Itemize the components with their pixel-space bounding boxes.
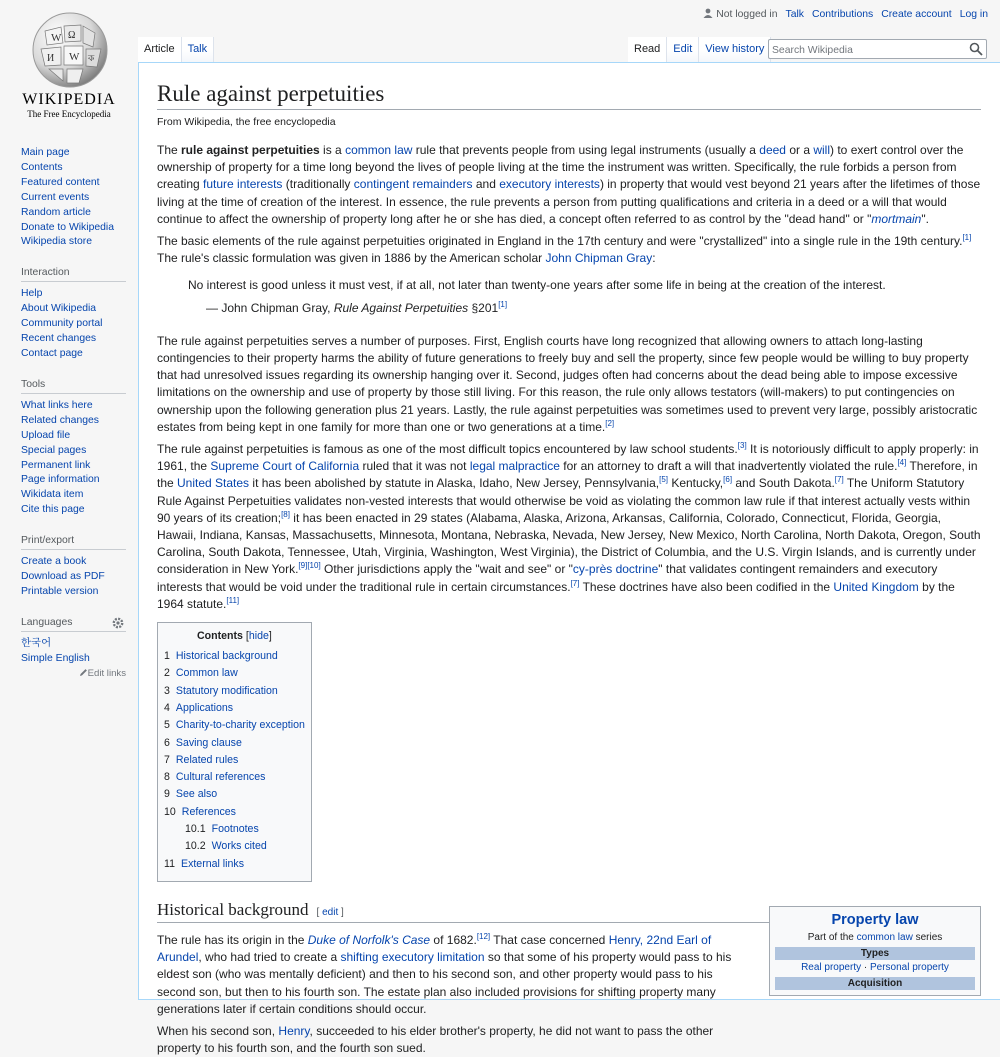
infobox-real-property-link[interactable]: Real property (801, 962, 862, 973)
sidebar-item-recent-changes[interactable]: Recent changes (21, 333, 97, 345)
sidebar-item-permanent-link[interactable]: Permanent link (21, 459, 91, 471)
quote-work: Rule Against Perpetuities (333, 300, 469, 315)
link-contingent-remainders[interactable]: contingent remainders (353, 177, 473, 192)
ref-6[interactable]: [6] (723, 475, 733, 485)
not-logged-in (703, 8, 777, 20)
sidebar-item-about[interactable]: About Wikipedia (21, 303, 97, 315)
sidebar-item-page-information[interactable]: Page information (21, 474, 100, 486)
sidebar-item-create-book[interactable]: Create a book (21, 556, 87, 568)
sidebar-item-download-pdf[interactable]: Download as PDF (21, 571, 105, 583)
tools-portal (21, 379, 126, 518)
tab-read[interactable]: Read (628, 37, 667, 62)
page-title: Rule against perpetuities (157, 79, 981, 110)
gray-quote (188, 277, 981, 316)
ref-3[interactable]: [3] (737, 441, 747, 451)
tab-talk[interactable]: Talk (182, 37, 215, 62)
edit-links-label: Edit links (87, 667, 126, 679)
search-icon[interactable] (969, 42, 983, 56)
toc-item[interactable]: 1 Historical background (164, 650, 278, 663)
sidebar-item-special-pages[interactable]: Special pages (21, 444, 87, 456)
lead-paragraph-3-text: The rule against perpetuities serves a number of purposes. First, English courts have long recognized that allowing owners to attach long-lasting contingencies to their property harms the ability of future generations to freely buy and sell the property, since few people would be willing to buy property that had unresolved issues regarding its ownership hanging over it. Second, judges often had concerns about the dead being able to impose excessive limitations on the ownership and use of property by those still living. For this reason, the rule only allows testators (will-makers) to put contingencies on ownership upon the following generation plus 21 years. Lastly, the rule against perpetuities was sometimes used to prevent very large, possibly aristocratic estates from being kept in one family for more than one or two generations at a time. (157, 333, 978, 434)
link-supreme-court-of-california[interactable]: Supreme Court of California (210, 459, 360, 474)
toc-item[interactable]: 5 Charity-to-charity exception (164, 719, 305, 732)
section-edit: [ edit ] (316, 906, 344, 918)
lead-paragraph-4: The rule against perpetuities is famous as one of the most difficult topics encountered by law school students.[3] It is notoriously difficult to apply properly: in 1961, the Supreme Court of California ruled that it was not legal malpractice for an attorney to draft a will that inadvertently violated the rule.[4] Therefore, in the United States it has been abolished by statute in Alaska, Idaho, New Jersey, Pennsylvania,[5] Kentucky,[6] and South Dakota.[7] The Uniform Statutory Rule Against Perpetuities validates non-vested interests that would otherwise be void as violating the common law rule if that interest actually vests within 90 years of its creation;[8] it has been enacted in 29 states (Alabama, Alaska, Arizona, Arkansas, California, Colorado, Connecticut, Florida, Georgia, Hawaii, Indiana, Kansas, Massachusetts, Minnesota, Montana, Nebraska, Nevada, New Jersey, New Mexico, North Carolina, North Dakota, Oregon, South Carolina, South Dakota, Tennessee, Utah, Virginia, Washington, West Virginia), the District of Columbia, and the U.S. Virgin Islands, and is currently under consideration in New York.[9][10] Other jurisdictions apply the "wait and see" or "cy-près doctrine" that validates contingent remainders and executory interests that would be void under the traditional rule in certain circumstances.[7] These doctrines have also been codified in the United Kingdom by the 1964 statute.[11] (157, 441, 981, 611)
toc-item[interactable]: 9 See also (164, 788, 218, 801)
namespace-tabs (138, 37, 214, 62)
infobox-types-row: Real property · Personal property (801, 962, 949, 973)
sidebar-item-upload-file[interactable]: Upload file (21, 429, 71, 441)
print-export-heading: Print/export (21, 535, 126, 550)
tools-heading: Tools (21, 379, 126, 394)
sidebar-item-featured-content[interactable]: Featured content (21, 176, 100, 188)
toc-item[interactable]: 4 Applications (164, 701, 234, 714)
history-paragraph-2: When his second son, Henry, succeeded to his elder brother's property, he did not want to pass the other property to his fourth son, and the fourth son sued. (157, 1023, 714, 1056)
interaction-portal (21, 267, 126, 362)
svg-text:Ω: Ω (68, 30, 76, 41)
infobox-subtitle: Part of the common law series (807, 932, 943, 943)
section-edit-link[interactable]: edit (322, 906, 339, 918)
language-korean[interactable]: 한국어 (21, 637, 52, 649)
toc-item[interactable]: 10.1 Footnotes (185, 823, 259, 836)
svg-text:W: W (51, 32, 62, 44)
ref-9-10[interactable]: [9][10] (298, 561, 321, 571)
link-deed[interactable]: deed (759, 143, 786, 157)
sidebar-item-related-changes[interactable]: Related changes (21, 414, 99, 426)
sidebar-item-wikidata-item[interactable]: Wikidata item (21, 489, 84, 501)
sidebar-item-cite-this-page[interactable]: Cite this page (21, 504, 85, 516)
link-united-states[interactable]: United States (177, 476, 250, 491)
languages-heading-label: Languages (21, 616, 73, 628)
ref-11[interactable]: [11] (226, 595, 240, 605)
link-cy-pres-doctrine[interactable]: cy-près doctrine (572, 562, 659, 577)
view-tabs (628, 37, 771, 62)
property-law-infobox (769, 906, 981, 996)
sidebar-item-random-article[interactable]: Random article (21, 206, 91, 218)
contributions-link[interactable]: Contributions (811, 8, 874, 20)
ref-1[interactable]: [1] (962, 233, 972, 243)
toc-item[interactable]: 2 Common law (164, 667, 238, 680)
section-title: Historical background (157, 899, 309, 919)
ref-12[interactable]: [12] (476, 931, 491, 941)
sidebar-item-printable-version[interactable]: Printable version (21, 585, 99, 597)
sidebar-item-main-page[interactable]: Main page (21, 147, 70, 158)
infobox-common-law-link[interactable]: common law (856, 932, 913, 943)
ref-7[interactable]: [7] (834, 475, 844, 485)
quote-ref[interactable]: [1] (498, 299, 508, 309)
ref-7b[interactable]: [7] (570, 578, 580, 588)
link-henry[interactable]: Henry (278, 1023, 310, 1038)
ref-5[interactable]: [5] (659, 475, 668, 485)
navigation-portal (21, 146, 126, 250)
not-logged-in-label: Not logged in (716, 9, 778, 20)
link-shifting-executory-limitation[interactable]: shifting executory limitation (340, 950, 485, 965)
toc-item[interactable]: 7 Related rules (164, 753, 239, 766)
toc-item[interactable]: 10 References (164, 805, 236, 818)
toc-item[interactable]: 6 Saving clause (164, 736, 242, 749)
svg-text:ক: ক (88, 53, 95, 63)
history-paragraph-1: The rule has its origin in the Duke of Norfolk's Case of 1682.[12] That case concerned Henry, 22nd Earl of Arundel, who had tried to create a shifting executory limitation so that some of his property would pass to his eldest son (who was mentally deficient) and then to his second son, and other property would pass to his second son, but then to his fourth son. The estate plan also included provisions for shifting property many generations later if certain conditions should occur. (157, 931, 732, 1016)
search-input[interactable] (769, 42, 959, 60)
toc-item[interactable]: 11 External links (164, 857, 244, 870)
quote-section: §201 (471, 300, 499, 315)
gear-icon[interactable] (112, 617, 124, 629)
link-mortmain[interactable]: mortmain (871, 211, 922, 226)
toc-hide-toggle: [hide] (245, 630, 272, 643)
create-account-link[interactable]: Create account (881, 8, 952, 20)
infobox-personal-property-link[interactable]: Personal property (870, 962, 949, 973)
sidebar (21, 146, 126, 697)
wikipedia-logo[interactable] (0, 0, 138, 130)
sidebar-item-store[interactable]: Wikipedia store (21, 236, 93, 248)
wikipedia-globe-icon (31, 11, 109, 89)
toc-item[interactable]: 10.2 Works cited (185, 840, 267, 853)
sidebar-item-contents[interactable]: Contents (21, 161, 63, 173)
quote-citation (206, 300, 981, 317)
link-duke-of-norfolks-case[interactable]: Duke of Norfolk's Case (307, 932, 431, 947)
lead-paragraph-3 (157, 333, 981, 436)
link-henry-22nd-earl-of-arundel[interactable]: Henry, 22nd Earl of Arundel (157, 932, 712, 965)
ref-2[interactable]: [2] (605, 418, 615, 428)
search-box (768, 39, 987, 59)
toc-title-label: Contents (197, 630, 243, 643)
link-future-interests[interactable]: future interests (203, 177, 283, 192)
ref-8[interactable]: [8] (281, 509, 290, 519)
sidebar-item-what-links-here[interactable]: What links here (21, 399, 93, 411)
tab-article[interactable]: Article (138, 37, 182, 62)
toc-item[interactable]: 3 Statutory modification (164, 684, 278, 697)
link-john-chipman-gray[interactable]: John Chipman Gray (545, 251, 653, 266)
interaction-heading: Interaction (21, 267, 126, 282)
sidebar-item-donate[interactable]: Donate to Wikipedia (21, 221, 114, 233)
quote-author: — John Chipman Gray, (206, 300, 331, 315)
wikipedia-wordmark: WIKIPEDIA (22, 91, 116, 108)
languages-portal (21, 617, 126, 680)
talk-link[interactable]: Talk (785, 8, 804, 20)
tab-edit[interactable]: Edit (667, 37, 699, 62)
wikipedia-tagline: The Free Encyclopedia (27, 109, 111, 119)
infobox-acquisition-header: Acquisition (775, 977, 975, 990)
lead-paragraph-1: The rule against perpetuities is a common law rule that prevents people from using legal instruments (usually a deed or a will) to exert control over the ownership of property for a time long beyond the lives of people living at the time the instrument was written. Specifically, the rule forbids a person from creating future interests (traditionally contingent remainders and executory interests) in property that would vest beyond 21 years after the lifetimes of those living at the time of creation of the interest. In essence, the rule prevents a person from putting qualifications and criteria in a deed or a will that would continue to affect the ownership of property long after he or she has died, a concept often referred to as control by the "dead hand" or "mortmain". (157, 143, 981, 226)
link-legal-malpractice[interactable]: legal malpractice (469, 459, 560, 474)
toc-title (164, 630, 305, 642)
log-in-link[interactable]: Log in (959, 8, 988, 20)
edit-links[interactable] (21, 667, 126, 680)
table-of-contents (157, 622, 312, 882)
sidebar-item-help[interactable]: Help (21, 288, 43, 300)
infobox-title: Property law (831, 912, 919, 928)
infobox-types-header: Types (775, 947, 975, 960)
sidebar-item-contact[interactable]: Contact page (21, 347, 83, 359)
print-export-portal (21, 535, 126, 600)
languages-heading (21, 617, 126, 632)
toc-item[interactable]: 8 Cultural references (164, 771, 266, 784)
lead-paragraph-2: The basic elements of the rule against perpetuities originated in England in the 17th century and were "crystallized" into a single rule in the 19th century.[1] The rule's classic formulation was given in 1886 by the American scholar John Chipman Gray: (157, 233, 972, 266)
sidebar-item-community-portal[interactable]: Community portal (21, 318, 103, 330)
link-will[interactable]: will (813, 143, 831, 157)
link-united-kingdom[interactable]: United Kingdom (833, 579, 919, 594)
language-simple-english[interactable]: Simple English (21, 652, 90, 664)
svg-text:W: W (69, 51, 80, 63)
pencil-icon (79, 668, 88, 677)
sidebar-item-current-events[interactable]: Current events (21, 191, 90, 203)
toc-hide-link[interactable]: hide (248, 630, 269, 643)
quote-text: No interest is good unless it must vest, if at all, not later than twenty-one years after some life in being at the creation of the interest. (188, 278, 886, 293)
personal-tools (703, 8, 988, 20)
svg-text:И: И (47, 53, 55, 64)
user-icon (703, 8, 713, 18)
link-common-law[interactable]: common law (345, 143, 413, 157)
site-subtitle: From Wikipedia, the free encyclopedia (157, 116, 336, 128)
article-content (138, 62, 1000, 1056)
link-executory-interests[interactable]: executory interests (499, 177, 600, 192)
tab-view-history[interactable]: View history (699, 37, 771, 62)
ref-4[interactable]: [4] (897, 458, 907, 468)
